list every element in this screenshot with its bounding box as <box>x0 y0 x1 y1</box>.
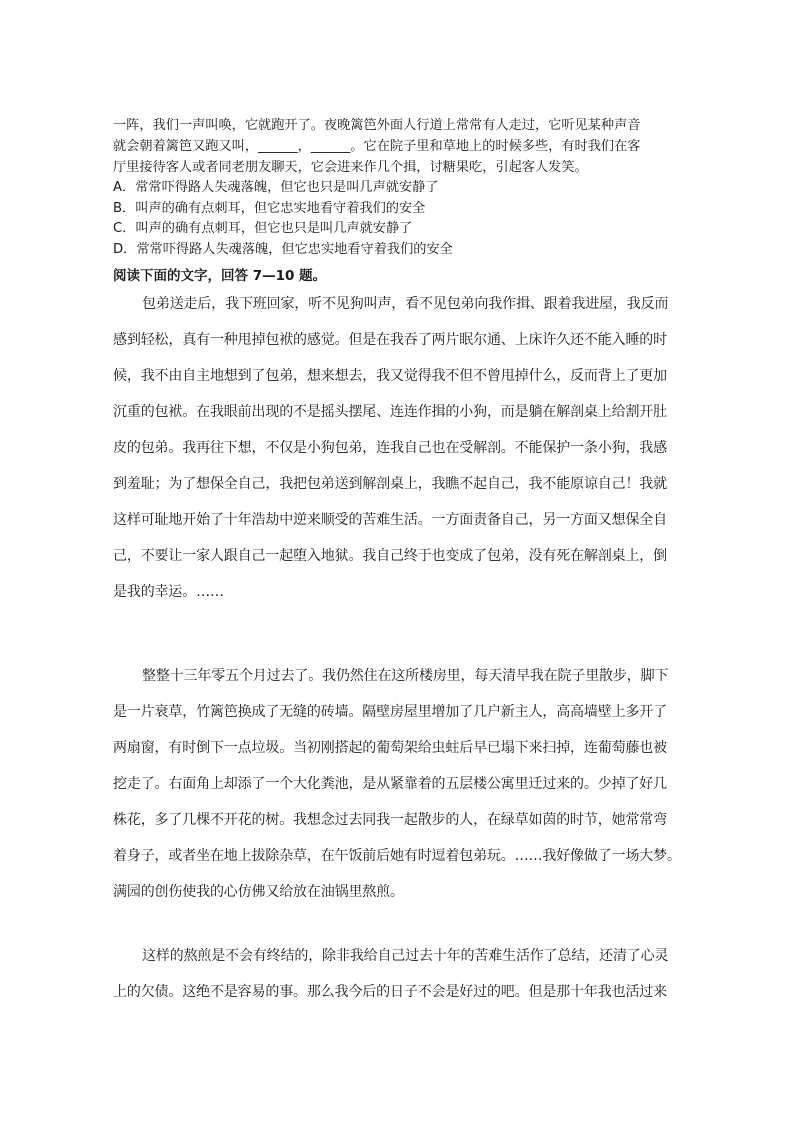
paragraph-line: 到羞耻；为了想保全自己，我把包弟送到解剖桌上，我瞧不起自己，我不能原谅自己！我就 <box>113 476 667 492</box>
paragraph-line: 这样可耻地开始了十年浩劫中逆来顺受的苦难生活。一方面责备自己，另一方面又想保全自 <box>113 512 667 528</box>
paragraph-line: 着身子，或者坐在地上拔除杂草，在午饭前后她有时逗着包弟玩。……我好像做了一场大梦。 <box>113 848 681 864</box>
passage-paragraph-3 <box>113 938 684 1010</box>
paragraph-line: 感到轻松，真有一种甩掉包袱的感觉。但是在我吞了两片眠尔通、上床许久还不能入睡的时 <box>113 332 667 348</box>
paragraph-line: 两扇窗，有时倒下一点垃圾。当初刚搭起的葡萄架给虫蛀后早已塌下来扫掉，连葡萄藤也被 <box>113 740 667 756</box>
paragraph-line: 株花，多了几棵不开花的树。我想念过去同我一起散步的人，在绿草如茵的时节，她常常弯 <box>113 812 667 828</box>
paragraph-line: 沉重的包袱。在我眼前出现的不是摇头摆尾、连连作揖的小狗，而是躺在解剖桌上给割开肚 <box>113 404 667 420</box>
paragraph-line: 皮的包弟。我再往下想，不仅是小狗包弟，连我自己也在受解剖。不能保护一条小狗，我感 <box>113 440 667 456</box>
paragraph-line: 己，不要让一家人跟自己一起堕入地狱。我自己终于也变成了包弟，没有死在解剖桌上，倒 <box>113 548 667 564</box>
paragraph-line: 满园的创伤使我的心仿佛又给放在油锅里熬煎。 <box>113 884 404 900</box>
context-line: 一阵，我们一声叫唤，它就跑开了。夜晚篱笆外面人行道上常常有人走过，它听见某种声音 <box>113 118 641 133</box>
option-a: A．常常吓得路人失魂落魄，但它也只是叫几声就安静了 <box>113 180 439 195</box>
paragraph-line: 上的欠债。这绝不是容易的事。那么我今后的日子不会是好过的吧。但是那十年我也活过来 <box>113 984 667 1000</box>
paragraph-line: 是我的幸运。…… <box>113 584 224 600</box>
context-line: 厅里接待客人或者同老朋友聊天，它会进来作几个揖，讨糖果吃，引起客人发笑。 <box>113 160 588 175</box>
paragraph-line: 候，我不由自主地想到了包弟，想来想去，我又觉得我不但不曾甩掉什么，反而背上了更加 <box>113 368 667 384</box>
paragraph-line: 包弟送走后，我下班回家，听不见狗叫声，看不见包弟向我作揖、跟着我进屋，我反而 <box>142 296 669 312</box>
paragraph-line: 是一片衰草，竹篱笆换成了无缝的砖墙。隔壁房屋里增加了几户新主人，高高墙壁上多开了 <box>113 704 667 720</box>
option-d: D．常常吓得路人失魂落魄，但它忠实地看守着我们的安全 <box>113 241 453 257</box>
option-b: B．叫声的确有点刺耳，但它忠实地看守着我们的安全 <box>113 200 426 216</box>
question-context <box>113 115 693 260</box>
paragraph-line: 挖走了。右面角上却添了一个大化粪池，是从紧靠着的五层楼公寓里迁过来的。少掉了好几 <box>113 776 667 792</box>
context-line: 就会朝着篱笆又跑又叫，______，______。它在院子里和草地上的时候多些，有时我们在客 <box>113 139 641 154</box>
section-heading: 阅读下面的文字，回答 7—10 题。 <box>113 268 327 284</box>
paragraph-line: 整整十三年零五个月过去了。我仍然住在这所楼房里，每天清早我在院子里散步，脚下 <box>142 668 669 684</box>
paragraph-line: 这样的熬煎是不会有终结的，除非我给自己过去十年的苦难生活作了总结，还清了心灵 <box>142 948 669 964</box>
option-c: C．叫声的确有点刺耳，但它也只是叫几声就安静了 <box>113 221 413 236</box>
passage-paragraph-1 <box>113 286 684 610</box>
passage-paragraph-2 <box>113 658 684 910</box>
